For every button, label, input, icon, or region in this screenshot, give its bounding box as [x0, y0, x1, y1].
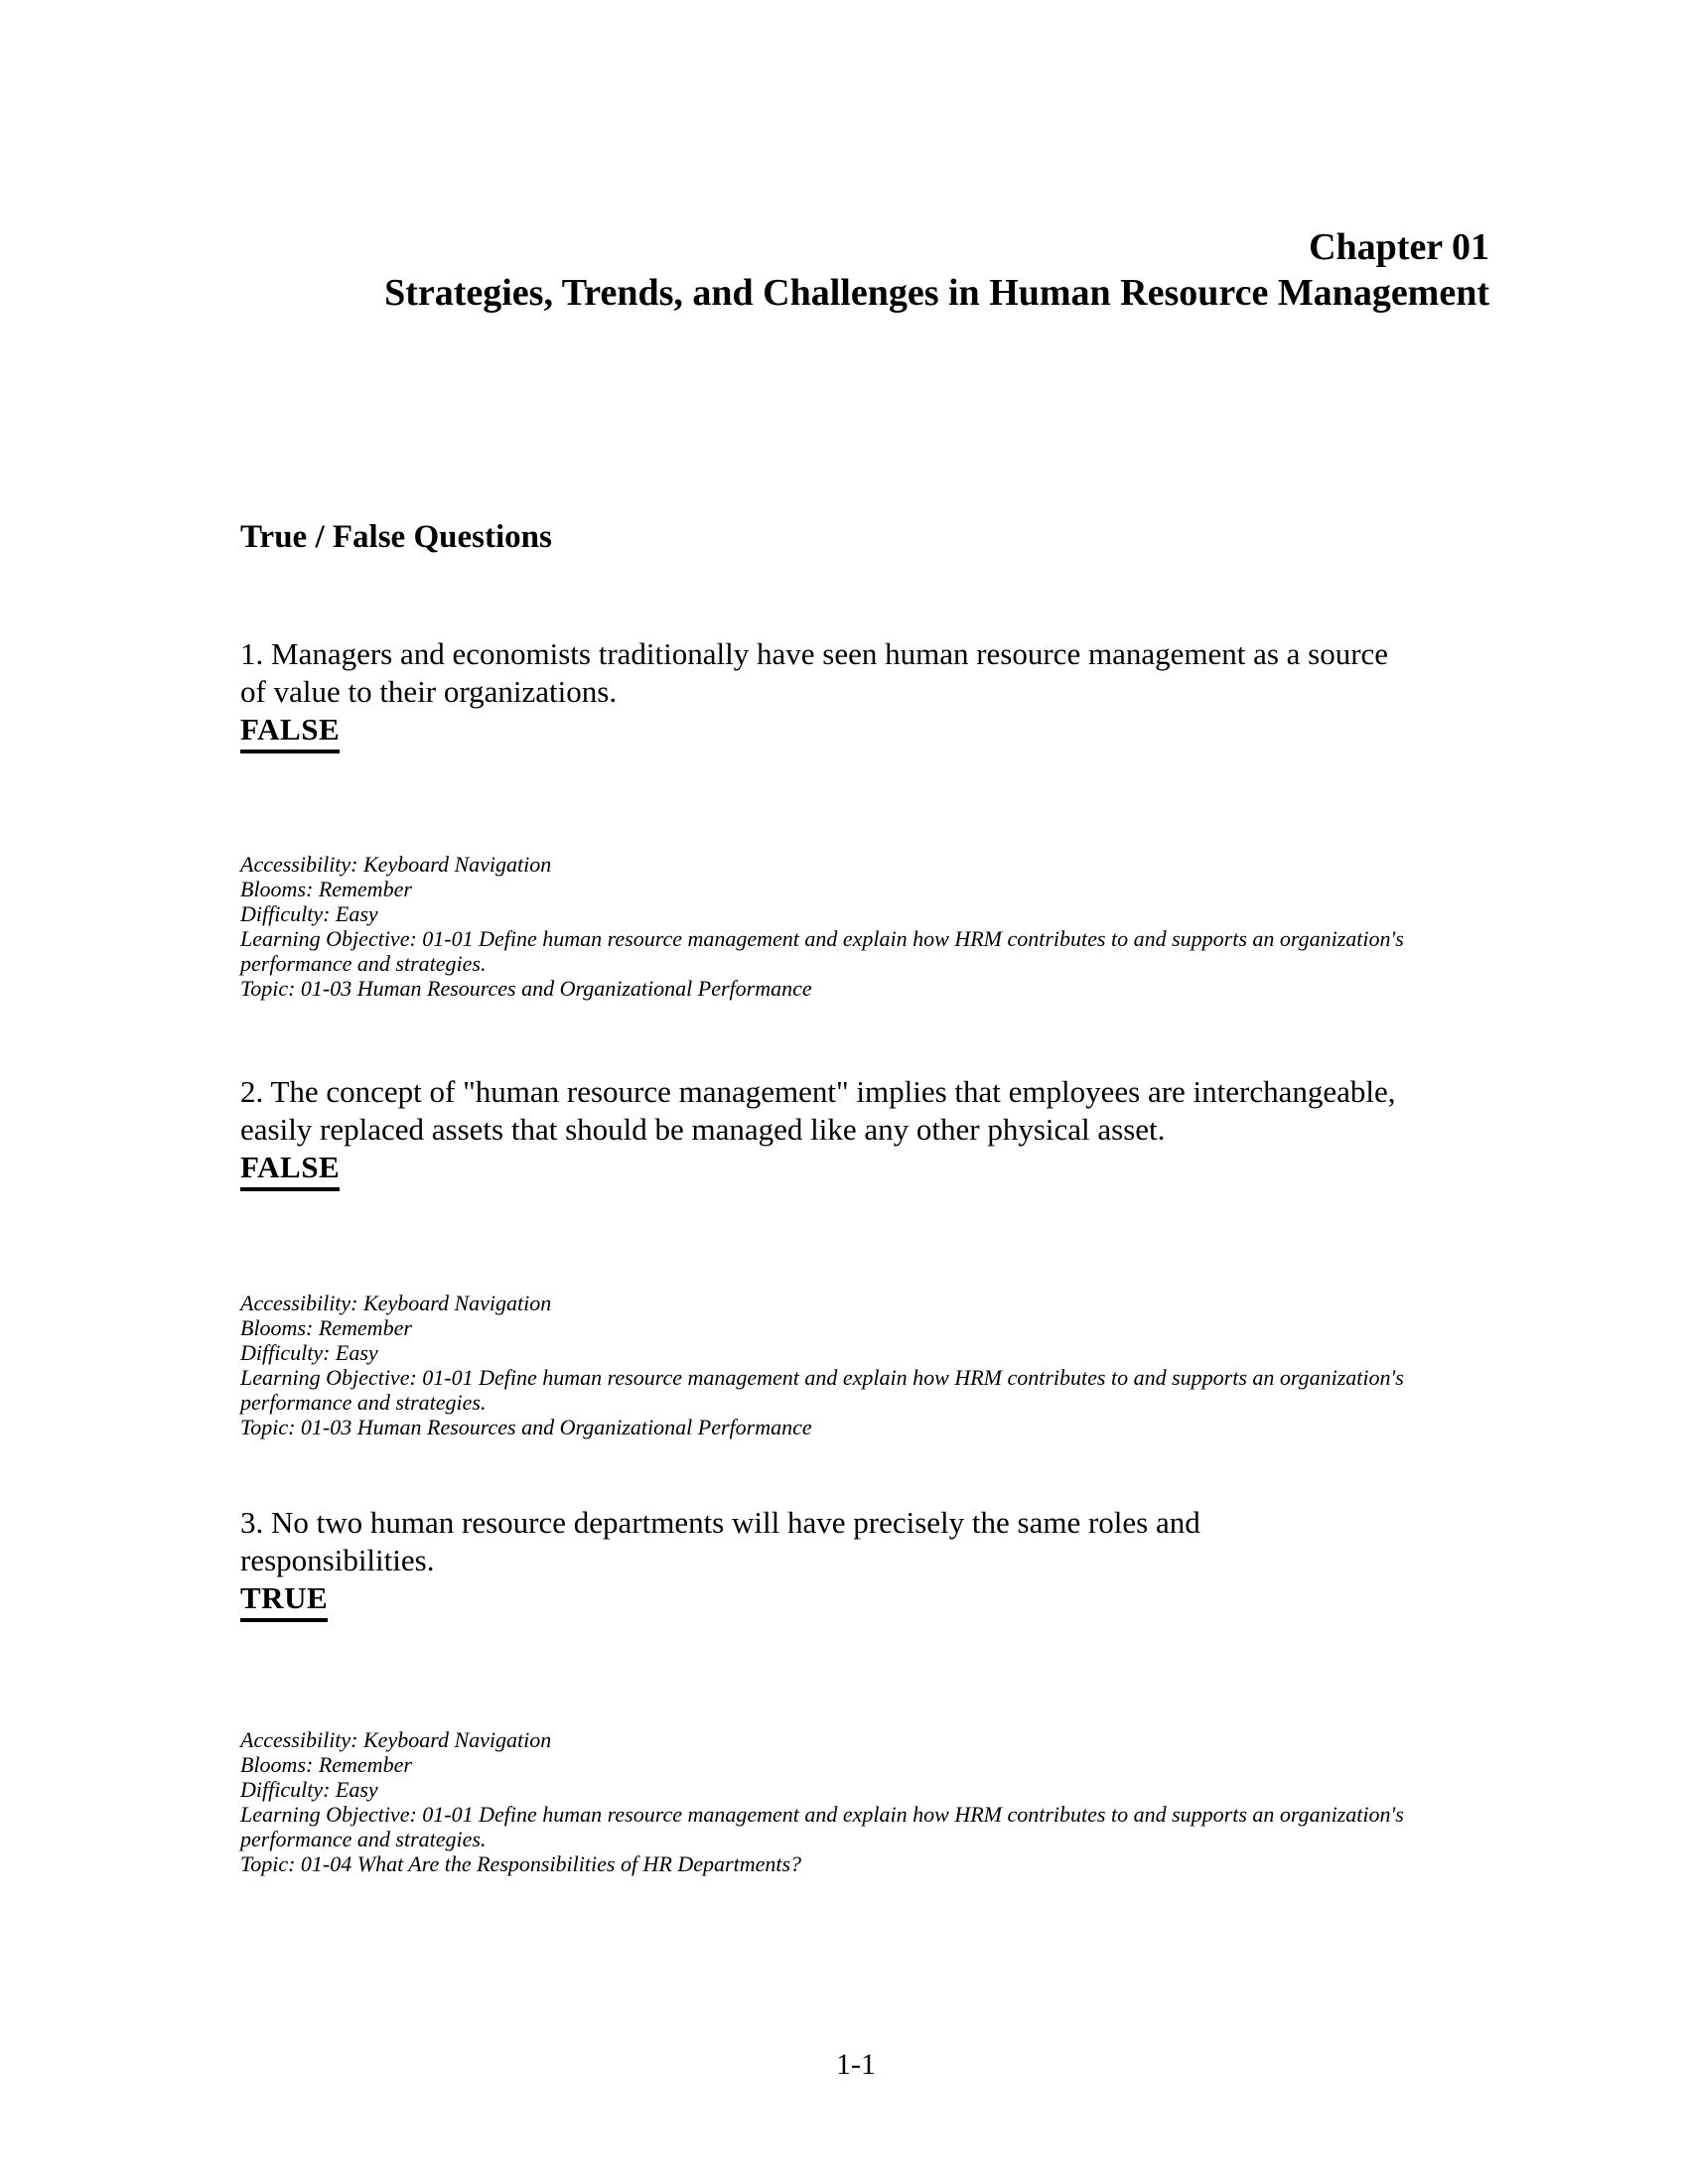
meta-accessibility: Accessibility: Keyboard Navigation [240, 852, 552, 877]
question-1-answer: FALSE [240, 711, 340, 753]
meta-accessibility: Accessibility: Keyboard Navigation [240, 1727, 552, 1752]
question-3-answer: TRUE [240, 1579, 328, 1622]
meta-topic: Topic: 01-03 Human Resources and Organizational Performance [240, 1415, 812, 1439]
meta-accessibility: Accessibility: Keyboard Navigation [240, 1291, 552, 1315]
meta-learning-objective: Learning Objective: 01-01 Define human resource management and explain how HRM contributes to and supports an organization's [240, 926, 1404, 951]
question-1-answer-line [240, 711, 1531, 753]
chapter-title [199, 224, 1489, 316]
meta-learning-objective: Learning Objective: 01-01 Define human resource management and explain how HRM contributes to and supports an organization's [240, 1802, 1404, 1827]
question-3-text-line2: responsibilities. [240, 1543, 435, 1577]
question-2-answer-line [240, 1149, 1531, 1191]
question-1-metadata [240, 852, 1551, 1001]
question-2-answer: FALSE [240, 1149, 340, 1191]
meta-blooms: Blooms: Remember [240, 1752, 412, 1777]
meta-difficulty: Difficulty: Easy [240, 1340, 378, 1365]
meta-difficulty: Difficulty: Easy [240, 901, 378, 926]
meta-learning-objective-cont: performance and strategies. [240, 951, 487, 976]
meta-topic: Topic: 01-03 Human Resources and Organizational Performance [240, 976, 812, 1001]
question-2-text-line2: easily replaced assets that should be managed like any other physical asset. [240, 1112, 1166, 1147]
meta-blooms: Blooms: Remember [240, 877, 412, 901]
question-1-text-line1: 1. Managers and economists traditionally have seen human resource management as a source [240, 636, 1389, 671]
section-heading: True / False Questions [240, 519, 552, 555]
question-1-text-line2: of value to their organizations. [240, 674, 618, 709]
question-3-text-line1: 3. No two human resource departments will have precisely the same roles and [240, 1505, 1200, 1540]
meta-learning-objective-cont: performance and strategies. [240, 1390, 487, 1415]
meta-topic: Topic: 01-04 What Are the Responsibilities of HR Departments? [240, 1851, 802, 1876]
question-2-text-line1: 2. The concept of "human resource management" implies that employees are interchangeable, [240, 1074, 1396, 1109]
page-number: 1-1 [836, 2048, 876, 2081]
meta-learning-objective: Learning Objective: 01-01 Define human resource management and explain how HRM contributes to and supports an organization's [240, 1365, 1404, 1390]
meta-blooms: Blooms: Remember [240, 1315, 412, 1340]
question-2-metadata [240, 1291, 1551, 1439]
question-3 [240, 1504, 1531, 1622]
question-3-metadata [240, 1727, 1551, 1876]
chapter-title-line1: Chapter 01 [1309, 226, 1489, 268]
question-2 [240, 1073, 1531, 1191]
question-3-answer-line [240, 1579, 1531, 1622]
meta-difficulty: Difficulty: Easy [240, 1777, 378, 1802]
meta-learning-objective-cont: performance and strategies. [240, 1827, 487, 1851]
question-1 [240, 635, 1531, 753]
chapter-title-line2: Strategies, Trends, and Challenges in Human Resource Management [384, 272, 1489, 314]
